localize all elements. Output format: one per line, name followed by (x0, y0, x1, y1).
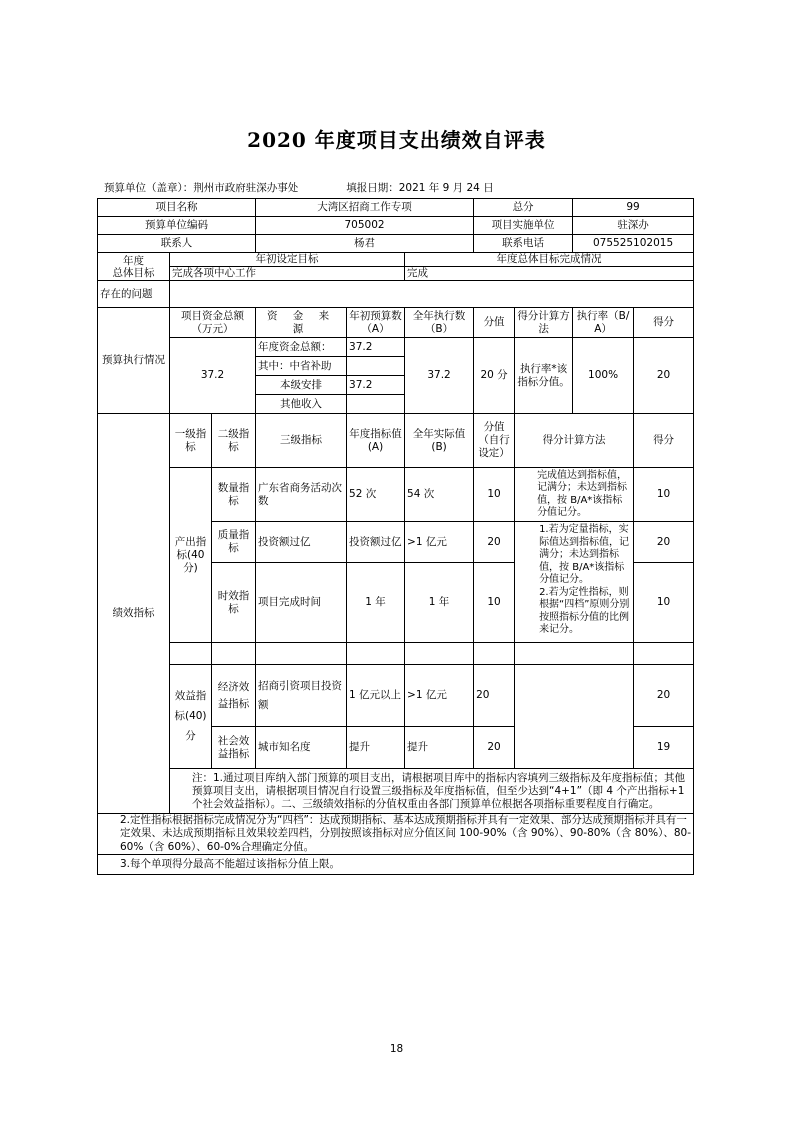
benefit-actual: >1 亿元 (405, 665, 474, 727)
output-points: 20 (474, 522, 515, 563)
empty-cell (515, 665, 634, 769)
perf-col-target: 年度指标值(A) (347, 414, 405, 468)
source-local-value: 37.2 (347, 376, 405, 395)
unit-code: 705002 (256, 217, 474, 235)
note-2: 2.定性指标根据指标完成情况分为“四档”：达成预期指标、基本达成预期指标并具有一定效果、部分达成预期指标并具有一定效果、未达成预期指标且效果较差四档，分别按照该指标对应分值区间 100-90%（含 90%）、90-80%（含 80%）、80-60%（含 60%）、60-0%合理确定分值。 (98, 814, 694, 854)
date-value: 2021 年 9 月 24 日 (398, 182, 494, 194)
empty-cell (170, 643, 212, 665)
budget-col-initial: 年初预算数（A） (347, 308, 405, 338)
empty-cell (347, 643, 405, 665)
benefit-actual: 提升 (405, 727, 474, 769)
output-target: 52 次 (347, 468, 405, 522)
method-quantity: 完成值达到指标值，记满分；未达到指标值，按 B/A*该指标分值记分。 (515, 468, 634, 522)
source-central-value (347, 357, 405, 376)
benefit-l3: 招商引资项目投资额 (256, 665, 347, 727)
benefit-target: 1 亿元以上 (347, 665, 405, 727)
page-title: 2020 年度项目支出绩效自评表 (247, 128, 546, 152)
output-l3: 项目完成时间 (256, 563, 347, 643)
method-quality (515, 522, 634, 643)
evaluation-table (97, 198, 694, 875)
source-local-label: 本级安排 (256, 376, 347, 395)
output-l2: 数量指标 (212, 468, 256, 522)
source-other-label: 其他收入 (256, 395, 347, 414)
budget-total: 37.2 (170, 338, 256, 414)
source-annual-value: 37.2 (347, 338, 405, 357)
contact-label: 联系人 (98, 235, 256, 253)
output-score: 10 (634, 468, 694, 522)
output-actual: 1 年 (405, 563, 474, 643)
perf-section-label: 绩效指标 (98, 414, 170, 814)
budget-col-method: 得分计算方法 (515, 308, 573, 338)
goals-label (98, 253, 170, 281)
perf-col-l2: 二级指标 (212, 414, 256, 468)
source-annual-label: 年度资金总额： (256, 338, 347, 357)
empty-cell (474, 643, 515, 665)
benefit-l2: 社会效益指标 (212, 727, 256, 769)
perf-col-score: 得分 (634, 414, 694, 468)
source-other-value (347, 395, 405, 414)
output-actual: 54 次 (405, 468, 474, 522)
total-score: 99 (573, 199, 694, 217)
project-name: 大湾区招商工作专项 (256, 199, 474, 217)
perf-col-l3: 三级指标 (256, 414, 347, 468)
budget-rate: 100% (573, 338, 634, 414)
goals-year-label: 年度 (123, 254, 144, 267)
budget-col-source: 资 金 来 源 (256, 308, 347, 338)
budget-col-points: 分值 (474, 308, 515, 338)
empty-cell (634, 643, 694, 665)
phone: 075525102015 (573, 235, 694, 253)
empty-cell (256, 643, 347, 665)
unit-label: 预算单位（盖章）： (104, 182, 194, 194)
output-points: 10 (474, 563, 515, 643)
contact: 杨君 (256, 235, 474, 253)
benefit-points: 20 (474, 665, 515, 727)
budget-section-label: 预算执行情况 (98, 308, 170, 414)
impl-unit: 驻深办 (573, 217, 694, 235)
output-actual: >1 亿元 (405, 522, 474, 563)
unit-code-label: 预算单位编码 (98, 217, 256, 235)
page-number: 18 (389, 1043, 404, 1055)
unit-value: 荆州市政府驻深办事处 (193, 182, 299, 194)
benefit-points: 20 (474, 727, 515, 769)
budget-points: 20 分 (474, 338, 515, 414)
benefit-indicator-label: 效益指标(40)分 (170, 665, 212, 769)
perf-col-actual: 全年实际值(B) (405, 414, 474, 468)
budget-col-score: 得分 (634, 308, 694, 338)
perf-col-l1: 一级指标 (170, 414, 212, 468)
output-indicator-label: 产出指标(40分) (170, 468, 212, 643)
empty-cell (405, 643, 474, 665)
issues-value (170, 281, 694, 308)
output-l2: 时效指标 (212, 563, 256, 643)
budget-col-actual: 全年执行数（B） (405, 308, 474, 338)
note-3: 3.每个单项得分最高不能超过该指标分值上限。 (98, 854, 694, 874)
date-label: 填报日期： (346, 182, 399, 194)
completion-goal-value: 完成 (405, 267, 694, 281)
output-target: 1 年 (347, 563, 405, 643)
benefit-l2: 经济效益指标 (212, 665, 256, 727)
benefit-score: 20 (634, 665, 694, 727)
initial-goal-label: 年初设定目标 (170, 253, 405, 267)
issues-label: 存在的问题 (98, 281, 170, 308)
budget-col-total: 项目资金总额（万元） (170, 308, 256, 338)
output-l2: 质量指标 (212, 522, 256, 563)
perf-col-method: 得分计算方法 (515, 414, 634, 468)
output-score: 10 (634, 563, 694, 643)
budget-actual: 37.2 (405, 338, 474, 414)
output-l3: 投资额过亿 (256, 522, 347, 563)
output-score: 20 (634, 522, 694, 563)
impl-unit-label: 项目实施单位 (474, 217, 573, 235)
project-name-label: 项目名称 (98, 199, 256, 217)
budget-col-rate: 执行率（B/A） (573, 308, 634, 338)
benefit-l3: 城市知名度 (256, 727, 347, 769)
note-1: 注：1.通过项目库纳入部门预算的项目支出，请根据项目库中的指标内容填列三级指标及年度指标值；其他预算项目支出，请根据项目情况自行设置三级指标及年度指标值，但至少达到“4+1”（即 4 个产出指标+1 个社会效益指标）。二、三级绩效指标的分值权重由各部门预算单位根据各项指标重要程度自行确定。 (170, 769, 694, 814)
method-quality-1: 1.若为定量指标，实际值达到指标值，记满分；未达到指标值，按 B/A*该指标分值记分。 (539, 524, 630, 586)
completion-goal-label: 年度总体目标完成情况 (405, 253, 694, 267)
output-l3: 广东省商务活动次数 (256, 468, 347, 522)
total-score-label: 总分 (474, 199, 573, 217)
form-meta (104, 180, 494, 195)
budget-score: 20 (634, 338, 694, 414)
empty-cell (212, 643, 256, 665)
source-central-label: 其中：中省补助 (256, 357, 347, 376)
output-points: 10 (474, 468, 515, 522)
method-quality-2: 2.若为定性指标，则根据“四档”原则分别按照指标分值的比例来记分。 (539, 586, 630, 636)
benefit-score: 19 (634, 727, 694, 769)
goals-overall-label: 总体目标 (112, 266, 155, 279)
initial-goal-value: 完成各项中心工作 (170, 267, 405, 281)
empty-cell (515, 643, 634, 665)
phone-label: 联系电话 (474, 235, 573, 253)
perf-col-points: 分值（自行设定） (474, 414, 515, 468)
output-target: 投资额过亿 (347, 522, 405, 563)
budget-method: 执行率*该指标分值。 (515, 338, 573, 414)
benefit-target: 提升 (347, 727, 405, 769)
